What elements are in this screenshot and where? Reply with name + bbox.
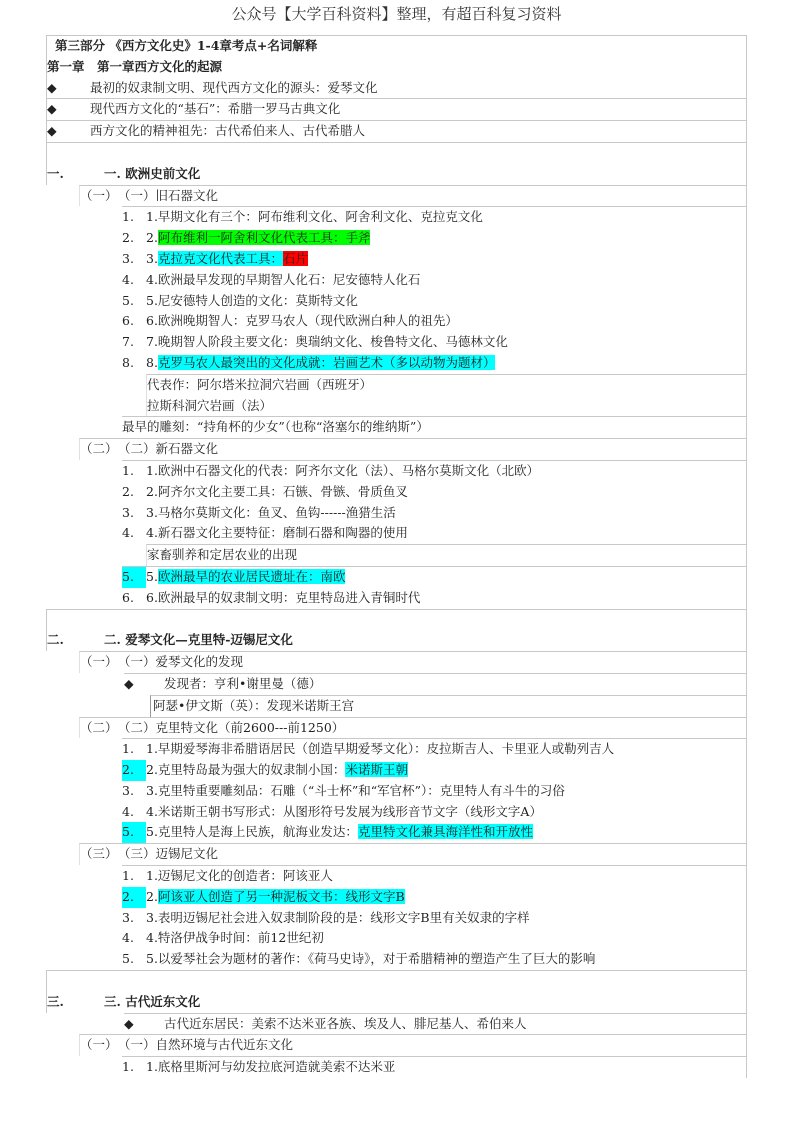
list-item — [146, 396, 747, 417]
list-item — [122, 1056, 747, 1078]
item-text: 古代近东居民：美索不达米亚各族、埃及人、腓尼基人、希伯来人 — [164, 1015, 527, 1031]
blank-row — [46, 142, 747, 164]
list-item — [122, 503, 747, 524]
diamond-bullet-icon: ◆ — [124, 1015, 134, 1031]
item-text: 一. 欧洲史前文化 — [104, 165, 201, 181]
section-heading — [79, 1034, 747, 1056]
blank-row — [46, 609, 747, 631]
list-number: （二） — [80, 719, 118, 735]
item-text: 拉斯科洞穴岩画（法） — [147, 397, 273, 413]
item-text: 3. — [146, 250, 158, 266]
list-item — [146, 544, 747, 566]
list-number: 二. — [47, 632, 64, 648]
highlighted-text: 石片 — [282, 250, 308, 266]
list-item — [122, 566, 747, 588]
list-item — [124, 1013, 747, 1035]
item-text: 2. — [146, 888, 158, 904]
list-number: 1. — [122, 868, 134, 884]
item-text: 1.底格里斯河与幼发拉底河造就美索不达米亚 — [146, 1059, 396, 1075]
diamond-bullet-icon: ◆ — [47, 79, 57, 95]
list-number: （二） — [80, 441, 118, 457]
list-number: 5. — [122, 292, 134, 308]
section-heading — [79, 843, 747, 865]
item-text: 6.欧洲最早的奴隶制文明：克里特岛进入青铜时代 — [146, 589, 421, 605]
document-title — [46, 35, 747, 57]
item-text: 2. — [146, 230, 158, 246]
list-item — [122, 460, 747, 482]
section-heading — [46, 164, 747, 185]
list-item — [122, 781, 747, 802]
highlighted-text: 克罗马农人最突出的文化成就：岩画艺术（多以动物为题材） — [157, 354, 496, 370]
item-text: 最早的雕刻：“持角杯的少女”（也称“洛塞尔的维纳斯”） — [122, 419, 429, 435]
list-number: （一） — [80, 187, 118, 203]
list-item — [122, 588, 747, 609]
blank-row — [46, 970, 747, 992]
list-item — [122, 270, 747, 291]
list-number: 2. — [122, 887, 146, 908]
section-heading — [79, 651, 747, 673]
list-item — [122, 760, 747, 781]
item-text: 4.新石器文化主要特征：磨制石器和陶器的使用 — [146, 525, 408, 541]
list-item — [122, 482, 747, 503]
list-number: 3. — [122, 504, 134, 520]
item-text: 6.欧洲晚期智人：克罗马农人（现代欧洲白种人的祖先） — [146, 313, 458, 329]
list-number: 1. — [122, 462, 134, 478]
item-text: 西方文化的精神祖先：古代希伯来人、古代希腊人 — [90, 123, 366, 139]
item-text: 二. 爱琴文化—克里特-迈锡尼文化 — [104, 632, 293, 648]
list-number: 三. — [47, 993, 64, 1009]
item-text: 最初的奴隶制文明、现代西方文化的源头：爱琴文化 — [90, 79, 378, 95]
list-number: （一） — [80, 1037, 118, 1053]
list-number: 6. — [122, 589, 134, 605]
item-text: 5. — [146, 568, 158, 584]
item-text: 发现者：亨利•谢里曼（德） — [164, 675, 322, 691]
list-item — [122, 249, 747, 270]
item-text: 8. — [146, 354, 158, 370]
item-text: 家畜驯养和定居农业的出现 — [147, 547, 298, 563]
list-number: 5. — [122, 951, 134, 967]
item-text: 第三部分 《西方文化史》1-4章考点+名词解释 — [55, 38, 318, 53]
list-item — [46, 120, 747, 142]
list-item — [122, 332, 747, 353]
list-item — [122, 206, 747, 228]
item-text: 阿瑟•伊文斯（英）：发现米诺斯王宫 — [153, 697, 355, 713]
list-number: 3. — [122, 250, 134, 266]
list-number: 4. — [122, 930, 134, 946]
section-heading — [46, 992, 747, 1013]
item-text: 1.早期文化有三个：阿布维利文化、阿舍利文化、克拉克文化 — [146, 209, 483, 225]
item-text: 三. 古代近东文化 — [104, 993, 201, 1009]
highlighted-text: 米诺斯王朝 — [345, 762, 408, 778]
list-item — [122, 865, 747, 887]
item-text: 2.阿齐尔文化主要工具：石镞、骨镞、骨质鱼叉 — [146, 483, 408, 499]
list-item — [46, 78, 747, 99]
item-text: 3.表明迈锡尼社会进入奴隶制阶段的是：线形文字B里有关奴隶的字样 — [146, 909, 530, 925]
item-text: 1.早期爱琴海非希腊语居民（创造早期爱琴文化）：皮拉斯吉人、卡里亚人或勒列吉人 — [146, 741, 615, 757]
highlighted-text: 欧洲最早的农业居民遗址在：南欧 — [157, 568, 346, 584]
item-text: 4.欧洲最早发现的早期智人化石：尼安德特人化石 — [146, 271, 421, 287]
item-text: 7.晚期智人阶段主要文化：奥瑞纳文化、梭鲁特文化、马德林文化 — [146, 334, 508, 350]
list-number: 1. — [122, 741, 134, 757]
list-item — [122, 802, 747, 823]
item-text: 1.迈锡尼文化的创造者：阿该亚人 — [146, 868, 333, 884]
item-text: 5.尼安德特人创造的文化：莫斯特文化 — [146, 292, 358, 308]
page-header: 公众号【大学百科资料】整理，有超百科复习资料 — [231, 5, 562, 23]
list-item — [122, 738, 747, 760]
list-number: 4. — [122, 803, 134, 819]
list-number: 一. — [47, 165, 64, 181]
list-number: （一） — [80, 654, 118, 670]
section-heading — [46, 630, 747, 651]
item-text: （三）迈锡尼文化 — [118, 846, 219, 862]
list-number: 5. — [122, 822, 146, 843]
diamond-bullet-icon: ◆ — [47, 123, 57, 139]
list-item — [122, 353, 747, 374]
list-item — [122, 887, 747, 908]
item-text: （一）爱琴文化的发现 — [118, 654, 244, 670]
list-item — [122, 228, 747, 249]
list-number: 3. — [122, 909, 134, 925]
diamond-bullet-icon: ◆ — [47, 101, 57, 117]
section-heading — [79, 717, 747, 739]
list-item — [122, 928, 747, 949]
item-text: 4.米诺斯王朝书写形式：从图形符号发展为线形音节文字（线形文字A） — [146, 803, 542, 819]
list-number: 3. — [122, 782, 134, 798]
item-text: 2.克里特岛最为强大的奴隶制小国： — [146, 762, 346, 778]
list-item — [46, 98, 747, 120]
list-number: 1. — [122, 209, 134, 225]
list-item — [146, 374, 747, 396]
item-text: 1.欧洲中石器文化的代表：阿齐尔文化（法）、马格尔莫斯文化（北欧） — [146, 462, 540, 478]
list-number: 4. — [122, 525, 134, 541]
list-number: 2. — [122, 760, 146, 781]
highlighted-text: 阿布维利一阿舍利文化代表工具：手斧 — [157, 230, 371, 246]
section-heading — [79, 185, 747, 207]
chapter-heading — [46, 57, 747, 78]
diamond-bullet-icon: ◆ — [124, 675, 134, 691]
list-item — [122, 416, 747, 438]
list-item — [122, 949, 747, 970]
highlighted-text: 克拉克文化代表工具： — [157, 250, 283, 266]
item-text: 5.克里特人是海上民族，航海业发达： — [146, 824, 358, 840]
item-text: 代表作：阿尔塔米拉洞穴岩画（西班牙） — [147, 376, 373, 392]
list-number: 6. — [122, 313, 134, 329]
list-item — [122, 523, 747, 544]
document-body — [46, 35, 747, 1078]
item-text: 3.克里特重要雕刻品：石雕（“斗士杯”和“军官杯”）：克里特人有斗牛的习俗 — [146, 782, 565, 798]
item-text: 4.特洛伊战争时间：前12世纪初 — [146, 930, 324, 946]
list-number: 2. — [122, 230, 134, 246]
list-item — [122, 311, 747, 332]
list-number: 1. — [122, 1059, 134, 1075]
list-number: 7. — [122, 334, 134, 350]
highlighted-text: 克里特文化兼具海洋性和开放性 — [357, 824, 533, 840]
item-text: （二）克里特文化（前2600---前1250） — [118, 719, 345, 735]
item-text: 现代西方文化的“基石”：希腊一罗马古典文化 — [90, 101, 341, 117]
item-text: （一）自然环境与古代近东文化 — [118, 1037, 294, 1053]
list-item — [122, 291, 747, 312]
section-heading — [79, 438, 747, 460]
item-text: 第一章 第一章西方文化的起源 — [47, 58, 223, 74]
list-number: 8. — [122, 354, 134, 370]
list-number: 5. — [122, 567, 146, 588]
list-number: 2. — [122, 483, 134, 499]
item-text: （一）旧石器文化 — [118, 187, 219, 203]
item-text: 3.马格尔莫斯文化：鱼叉、鱼钩------渔猎生活 — [146, 504, 396, 520]
item-text: 5.以爱琴社会为题材的著作：《荷马史诗》，对于希腊精神的塑造产生了巨大的影响 — [146, 951, 596, 967]
list-number: 4. — [122, 271, 134, 287]
list-number: （三） — [80, 846, 118, 862]
list-item — [122, 908, 747, 929]
list-item — [124, 673, 747, 695]
list-item — [122, 822, 747, 843]
item-text: （二）新石器文化 — [118, 441, 219, 457]
list-item — [150, 695, 747, 717]
highlighted-text: 阿该亚人创造了另一种泥板文书：线形文字B — [157, 888, 405, 904]
